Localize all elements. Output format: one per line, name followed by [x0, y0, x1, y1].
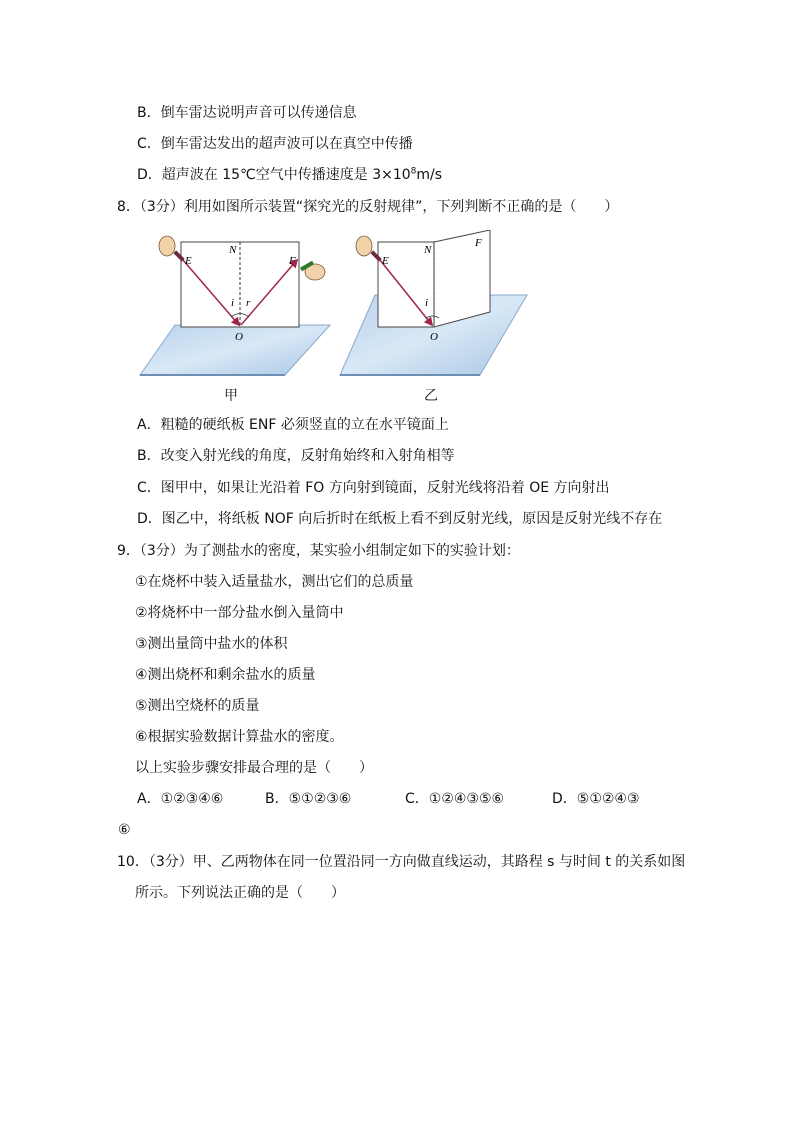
label-f-right: F — [475, 237, 482, 249]
label-o-left: O — [235, 331, 243, 343]
q9-choices — [137, 790, 640, 808]
q9-step-5: ⑤测出空烧杯的质量 — [135, 698, 260, 714]
q8-option-a: A．粗糙的硬纸板 ENF 必须竖直的立在水平镜面上 — [137, 417, 449, 433]
q7-option-b: B．倒车雷达说明声音可以传递信息 — [137, 105, 357, 121]
q9-choice-a: A．①②③④⑥ — [137, 791, 224, 807]
label-o-right: O — [430, 331, 438, 343]
q8-stem: 8．（3分）利用如图所示装置“探究光的反射规律”，下列判断不正确的是（ ） — [117, 199, 619, 215]
q10-stem-line2: 所示。下列说法正确的是（ ） — [135, 885, 345, 901]
q9-choice-b: B．⑤①②③⑥ — [265, 791, 352, 807]
q9-step-4: ④测出烧杯和剩余盐水的质量 — [135, 667, 316, 683]
figure-left — [140, 236, 330, 375]
q9-stem: 9．（3分）为了测盐水的密度，某实验小组制定如下的实验计划： — [117, 543, 520, 559]
q9-choice-d: D．⑤①②④③ — [552, 791, 640, 807]
q7-option-d-text: D．超声波在 15℃空气中传播速度是 3×10 — [137, 167, 411, 183]
label-e-right: E — [382, 255, 389, 267]
q8-figure — [135, 230, 535, 384]
q8-option-b: B．改变入射光线的角度，反射角始终和入射角相等 — [137, 448, 455, 464]
hand-laser-right-icon — [300, 261, 325, 280]
label-f-left: F — [289, 255, 296, 267]
label-r-left: r — [246, 297, 251, 309]
reflection-diagram — [135, 230, 535, 380]
q7-option-d-exponent: 8 — [410, 166, 417, 177]
q7-option-c: C．倒车雷达发出的超声波可以在真空中传播 — [137, 136, 413, 152]
caption-jia: 甲 — [224, 388, 238, 404]
q9-step-6: ⑥根据实验数据计算盐水的密度。 — [135, 729, 344, 745]
q9-step-2: ②将烧杯中一部分盐水倒入量筒中 — [135, 605, 344, 621]
caption-yi: 乙 — [424, 388, 438, 404]
label-n-left: N — [229, 244, 237, 256]
q7-option-d-unit: m/s — [416, 167, 443, 183]
q8-option-c: C．图甲中，如果让光沿着 FO 方向射到镜面，反射光线将沿着 OE 方向射出 — [137, 480, 610, 496]
q9-step-3: ③测出量筒中盐水的体积 — [135, 636, 288, 652]
label-i-right: i — [425, 297, 429, 309]
q7-option-d — [137, 166, 442, 184]
label-e-left: E — [185, 255, 192, 267]
label-n-right: N — [424, 244, 432, 256]
q9-step-1: ①在烧杯中装入适量盐水，测出它们的总质量 — [135, 574, 414, 590]
q9-ask: 以上实验步骤安排最合理的是（ ） — [135, 760, 373, 776]
q9-choice-c: C．①②④③⑤⑥ — [405, 791, 505, 807]
label-i-left: i — [231, 297, 235, 309]
q9-choice-d-wrap: ⑥ — [118, 822, 131, 838]
figure-right — [340, 230, 527, 375]
q8-option-d: D．图乙中，将纸板 NOF 向后折时在纸板上看不到反射光线，原因是反射光线不存在 — [137, 511, 663, 527]
q10-stem-line1: 10．（3分）甲、乙两物体在同一位置沿同一方向做直线运动，其路程 s 与时间 t 的关系如图 — [117, 854, 686, 870]
